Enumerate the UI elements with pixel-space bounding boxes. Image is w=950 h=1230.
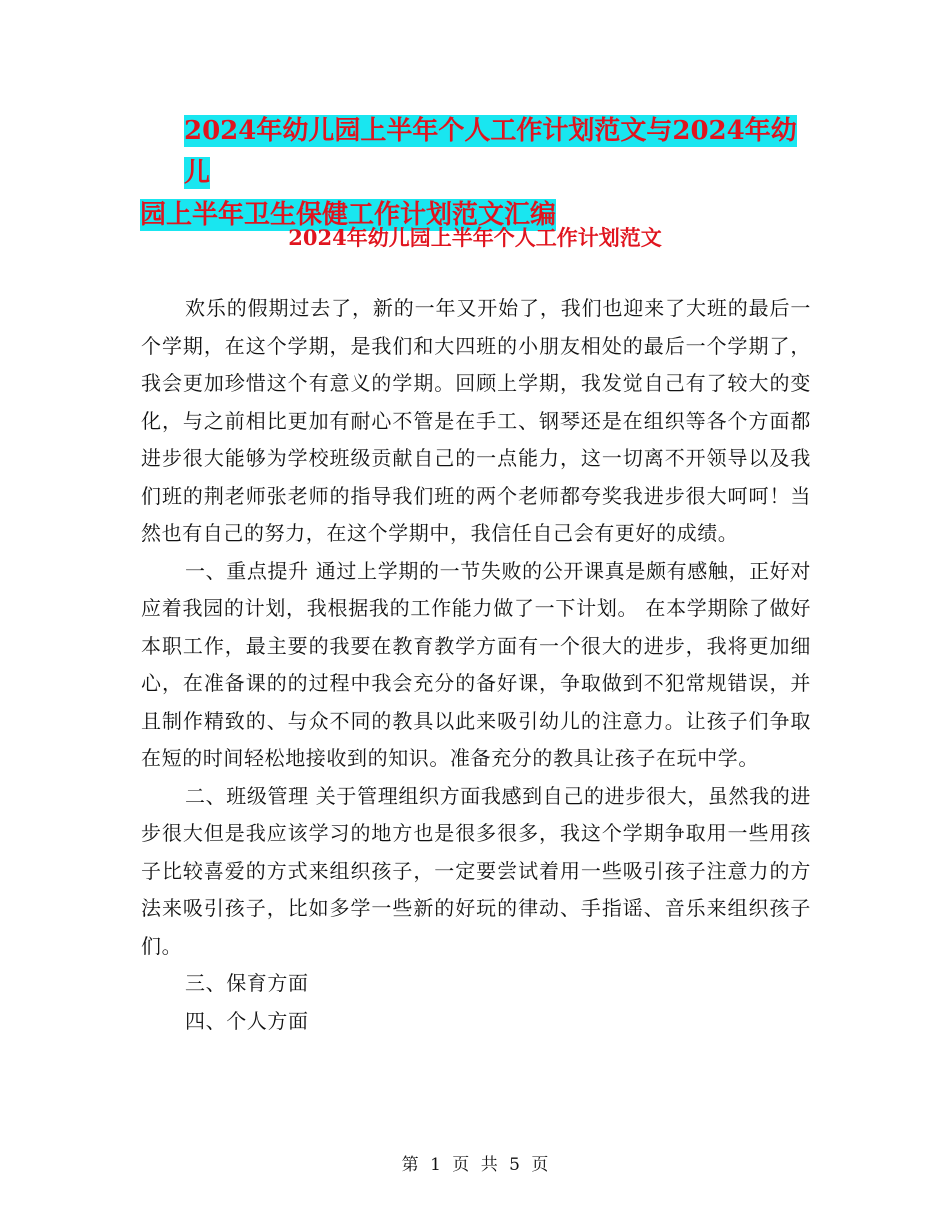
title-line-1: [140, 110, 820, 194]
title-line-1-text: 2024年幼儿园上半年个人工作计划范文与2024年幼儿: [184, 116, 797, 188]
page-footer: 第 1 页 共 5 页: [401, 1155, 549, 1175]
body-text: [141, 290, 811, 1040]
paragraph-childcare: 三、保育方面: [185, 971, 309, 995]
paragraph-key-improvement: 一、重点提升 通过上学期的一节失败的公开课真是颇有感触，正好对应着我园的计划，我根据我的工作能力做了一下计划。 在本学期除了做好本职工作，最主要的我要在教育教学方面有一个很大的进步，我将更加细心，在准备课的的过程中我会充分的备好课，争取做到不犯常规错误，并且制作精致的、与众不同的教具以此来吸引幼儿的注意力。让孩子们争取在短的时间轻松地接收到的知识。准备充分的教具让孩子在玩中学。: [141, 558, 811, 770]
title-line-2-text: 园上半年卫生保健工作计划范文汇编: [140, 200, 557, 230]
section-title: 2024年幼儿园上半年个人工作计划范文: [288, 225, 662, 250]
paragraph-intro: 欢乐的假期过去了，新的一年又开始了，我们也迎来了大班的最后一个学期，在这个学期，是我们和大四班的小朋友相处的最后一个学期了，我会更加珍惜这个有意义的学期。回顾上学期，我发觉自己有了较大的变化，与之前相比更加有耐心不管是在手工、钢琴还是在组织等各个方面都进步很大能够为学校班级贡献自己的一点能力，这一切离不开领导以及我们班的荆老师张老师的指导我们班的两个老师都夸奖我进步很大呵呵！当然也有自己的努力，在这个学期中，我信任自己会有更好的成绩。: [141, 296, 811, 545]
paragraph-class-management: 二、班级管理 关于管理组织方面我感到自己的进步很大，虽然我的进步很大但是我应该学习的地方也是很多很多，我这个学期争取用一些用孩子比较喜爱的方式来组织孩子，一定要尝试着用一些吸引孩子注意力的方法来吸引孩子，比如多学一些新的好玩的律动、手指谣、音乐来组织孩子们。: [141, 783, 811, 958]
paragraph-personal: 四、个人方面: [185, 1008, 309, 1033]
